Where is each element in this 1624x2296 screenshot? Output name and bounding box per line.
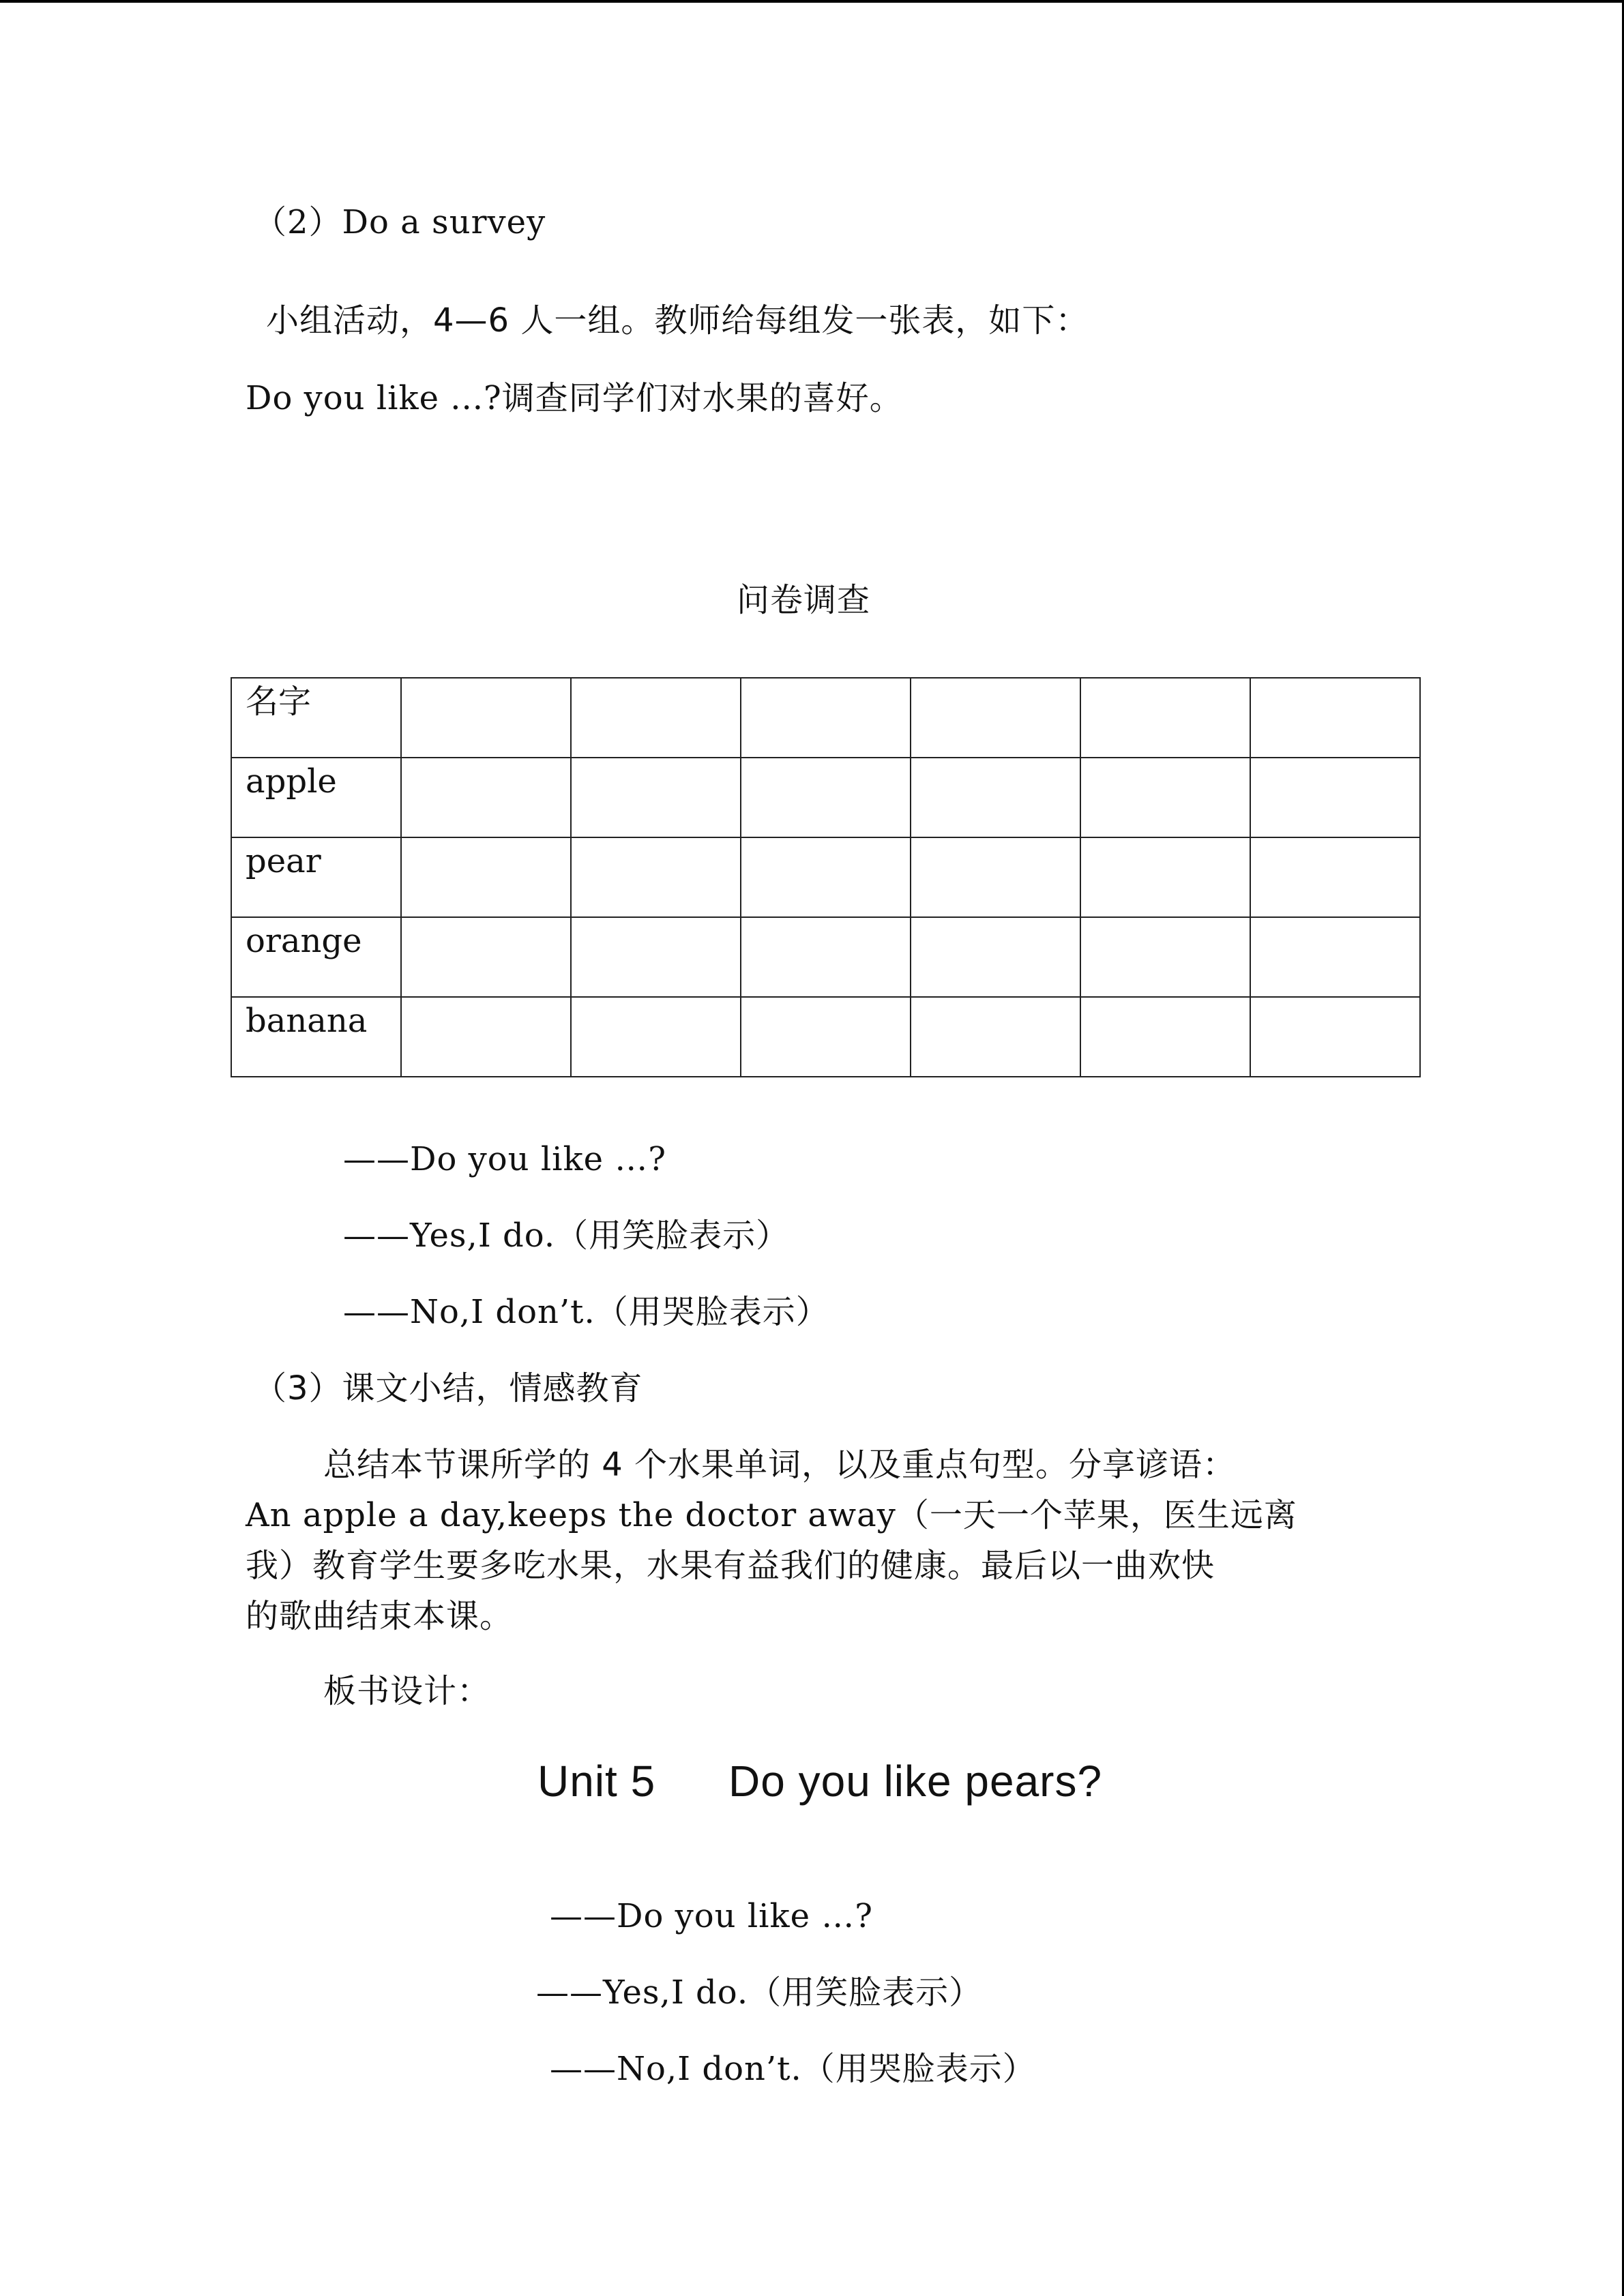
table-cell <box>1250 917 1420 997</box>
table-row <box>231 678 1420 758</box>
table-row-label: pear <box>231 837 401 917</box>
table-cell <box>401 678 571 758</box>
table-cell <box>911 758 1080 837</box>
table-cell <box>911 917 1080 997</box>
board-title: Do you like pears? <box>728 1757 1103 1806</box>
table-cell <box>911 997 1080 1077</box>
summary-line2: An apple a day,keeps the doctor away（一天一个苹果，医生远离 <box>246 1496 1297 1534</box>
table-cell <box>571 678 741 758</box>
table-row <box>231 837 1420 917</box>
survey-intro-text: Do you like ...?调查同学们对水果的喜好。 <box>246 379 903 417</box>
table-cell <box>401 758 571 837</box>
table-cell <box>401 917 571 997</box>
table-cell <box>571 837 741 917</box>
table-cell <box>1080 758 1250 837</box>
table-cell <box>741 837 911 917</box>
table-cell <box>911 678 1080 758</box>
dialogue1-question: ——Do you like …? <box>343 1140 667 1178</box>
section2-title: （2）Do a survey <box>254 203 546 241</box>
table-row-label: banana <box>231 997 401 1077</box>
table-cell <box>741 678 911 758</box>
table-cell <box>1250 758 1420 837</box>
dialogue1-no: ——No,I don’t.（用哭脸表示） <box>343 1293 829 1331</box>
table-row <box>231 758 1420 837</box>
table-cell <box>741 917 911 997</box>
table-cell <box>1080 997 1250 1077</box>
board-unit: Unit 5 <box>537 1757 656 1806</box>
board-yes: ——Yes,I do.（用笑脸表示） <box>536 1973 983 2012</box>
table-cell <box>1250 837 1420 917</box>
group-activity-text: 小组活动，4—6 人一组。教师给每组发一张表，如下： <box>266 301 1089 340</box>
table-row <box>231 917 1420 997</box>
summary-line1: 总结本节课所学的 4 个水果单词，以及重点句型。分享谚语： <box>323 1446 1237 1484</box>
table-cell <box>911 837 1080 917</box>
table-cell <box>1250 997 1420 1077</box>
table-row-label: orange <box>231 917 401 997</box>
table-cell <box>1080 678 1250 758</box>
table-cell <box>741 758 911 837</box>
table-row <box>231 997 1420 1077</box>
board-question: ——Do you like …? <box>550 1897 874 1935</box>
table-cell <box>571 917 741 997</box>
table-cell <box>401 997 571 1077</box>
table-header-label: 名字 <box>231 678 401 758</box>
board-no: ——No,I don’t.（用哭脸表示） <box>550 2050 1036 2088</box>
table-cell <box>1080 837 1250 917</box>
table-cell <box>571 758 741 837</box>
survey-table <box>231 677 1421 1077</box>
section3-title: （3）课文小结，情感教育 <box>254 1369 643 1407</box>
table-row-label: apple <box>231 758 401 837</box>
summary-line4: 的歌曲结束本课。 <box>246 1597 514 1635</box>
board-design-label: 板书设计： <box>323 1672 491 1710</box>
table-cell <box>741 997 911 1077</box>
summary-line3: 我）教育学生要多吃水果，水果有益我们的健康。最后以一曲欢快 <box>246 1547 1215 1585</box>
page-top-border <box>0 0 1624 3</box>
table-cell <box>401 837 571 917</box>
table-cell <box>571 997 741 1077</box>
table-title: 问卷调查 <box>737 581 871 619</box>
table-cell <box>1080 917 1250 997</box>
dialogue1-yes: ——Yes,I do.（用笑脸表示） <box>343 1217 790 1255</box>
table-cell <box>1250 678 1420 758</box>
